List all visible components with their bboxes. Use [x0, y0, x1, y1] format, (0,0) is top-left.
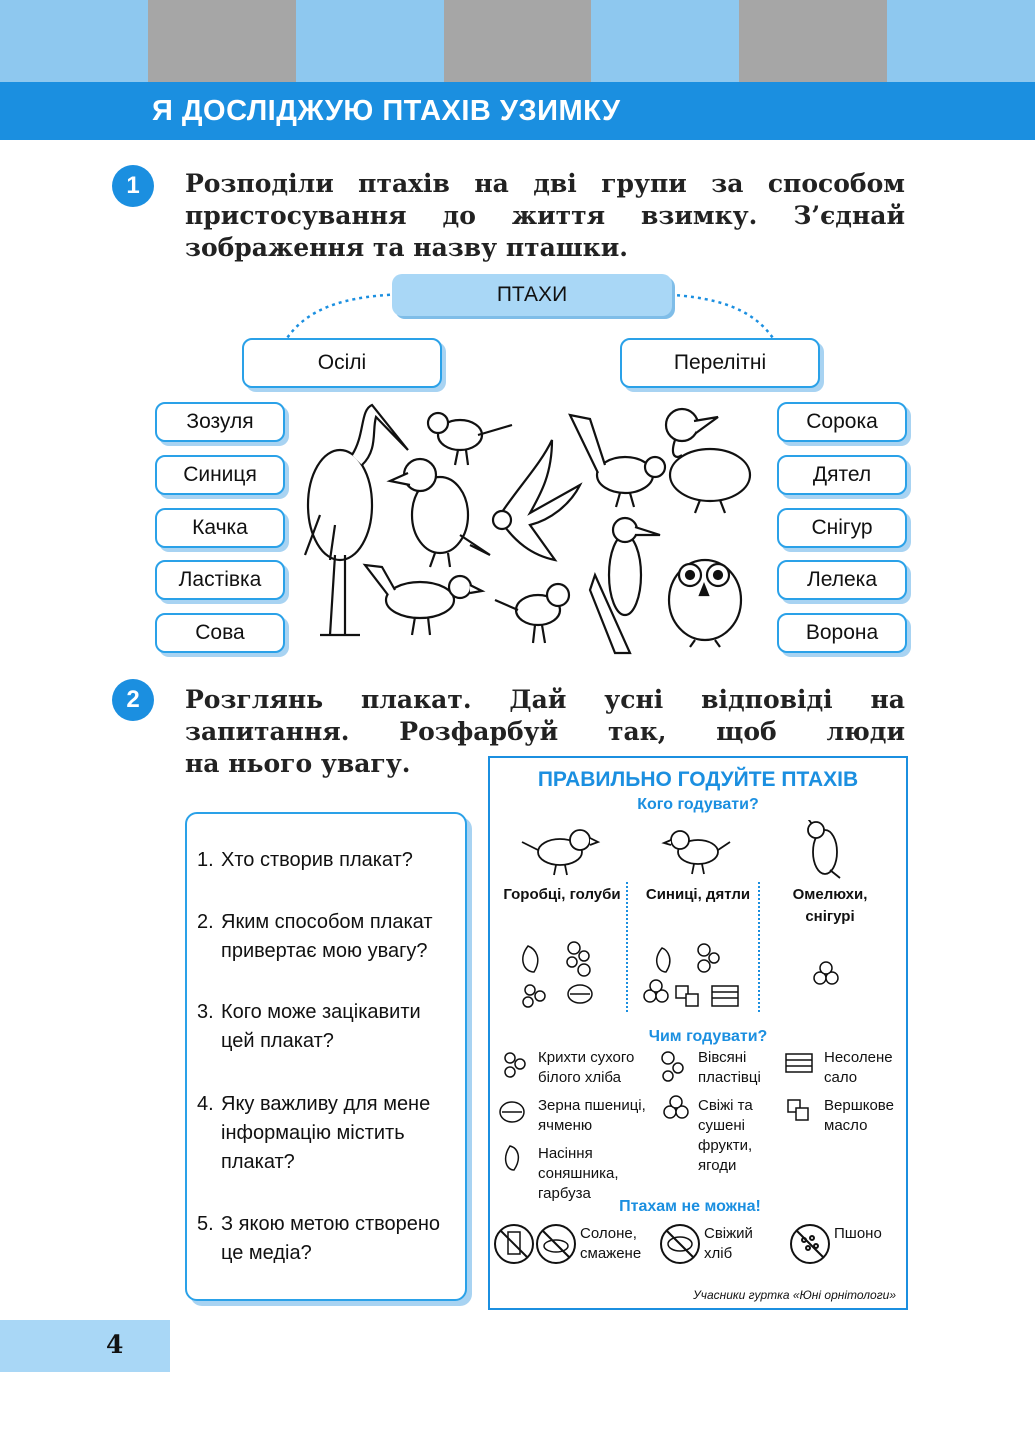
poster-bird-icons: [490, 820, 906, 880]
bird-name-left[interactable]: Ластівка: [155, 560, 285, 600]
poster: [488, 756, 908, 1310]
bird-illustrations: [290, 395, 770, 655]
forbidden-item: Пшоно: [834, 1225, 882, 1242]
stripe: [591, 0, 739, 82]
forbidden-item: Солоне, смажене: [580, 1225, 642, 1262]
stripe: [0, 0, 148, 82]
stripe: [887, 0, 1035, 82]
page-number: 4: [106, 1330, 124, 1359]
no-fresh-bread-icon: [661, 1225, 699, 1263]
group-migratory[interactable]: Перелітні: [620, 338, 820, 388]
task2-text-content: Розглянь плакат. Дай усні відповіді на запитання. Розфарбуй так, щоб люди: [185, 685, 905, 746]
question-number: 1.: [197, 849, 214, 871]
crumbs-icon: [523, 985, 545, 1007]
bird-name-right[interactable]: Лелека: [777, 560, 907, 600]
no-salt-icon: [495, 1225, 533, 1263]
owl-illustration: [669, 560, 741, 647]
food-item: Вівсяні пластівці: [698, 1049, 761, 1086]
poster-credit: Учасники гуртка «Юні орнітологи»: [693, 1288, 896, 1302]
butter-icon: [676, 986, 698, 1006]
poster-bird-group: Омелюхи, снігурі: [792, 886, 868, 925]
titmouse-icon: [664, 831, 730, 874]
duck-illustration: [666, 409, 750, 513]
title-bar: [0, 82, 1035, 140]
question-text: Кого може зацікавити цей плакат?: [221, 1001, 421, 1052]
question-item: [197, 846, 459, 875]
butter-icon: [788, 1100, 808, 1120]
task1-number: 1: [112, 165, 154, 207]
poster-forbidden-heading: Птахам не можна!: [619, 1198, 761, 1215]
question-item: [197, 908, 459, 966]
poster-bird-group: Горобці, голуби: [503, 886, 621, 903]
question-item: [197, 1210, 459, 1268]
food-item: Насіння соняшника, гарбуза: [538, 1145, 619, 1202]
bird-name-left[interactable]: Зозуля: [155, 402, 285, 442]
question-text: Яку важливу для мене інформацію містить плакат?: [221, 1093, 431, 1173]
bird-name-left[interactable]: Синиця: [155, 455, 285, 495]
question-number: 3.: [197, 1001, 214, 1023]
stripe: [739, 0, 887, 82]
question-text: Яким способом плакат привертає мою увагу?: [221, 911, 433, 962]
crow-illustration: [390, 459, 490, 567]
no-fried-icon: [537, 1225, 575, 1263]
seeds-icon: [523, 946, 538, 972]
waxwing-icon: [806, 820, 840, 878]
food-item: Несолене сало: [824, 1049, 893, 1086]
seeds-icon: [506, 1146, 519, 1170]
bird-name-right[interactable]: Дятел: [777, 455, 907, 495]
question-number: 2.: [197, 911, 214, 933]
woodpecker-illustration: [590, 518, 660, 653]
task2-number: 2: [112, 679, 154, 721]
cuckoo-illustration: [365, 565, 482, 635]
swallow-illustration: [493, 440, 580, 560]
crumbs-icon: [505, 1053, 525, 1077]
lard-icon: [712, 986, 738, 1006]
sparrow-icon: [522, 830, 598, 875]
question-text: З якою метою створено це медіа?: [221, 1213, 441, 1264]
stripe: [444, 0, 592, 82]
poster-title: ПРАВИЛЬНО ГОДУЙТЕ ПТАХІВ: [537, 768, 859, 791]
bird-name-left[interactable]: Качка: [155, 508, 285, 548]
page-title: Я ДОСЛІДЖУЮ ПТАХІВ УЗИМКУ: [152, 95, 621, 127]
bullfinch-illustration: [495, 584, 569, 643]
root-label: ПТАХИ: [392, 274, 672, 316]
group-settled[interactable]: Осілі: [242, 338, 442, 388]
task2-text-tail: на нього увагу.: [185, 749, 411, 778]
food-item: Крихти сухого білого хліба: [538, 1049, 635, 1086]
questions-box: [185, 812, 467, 1301]
stripe: [296, 0, 444, 82]
question-number: 5.: [197, 1213, 214, 1235]
bird-name-right[interactable]: Снігур: [777, 508, 907, 548]
task2-text: [185, 684, 905, 748]
food-list-icons: [490, 1046, 906, 1176]
bird-name-right[interactable]: Ворона: [777, 613, 907, 653]
berries-icon: [644, 980, 668, 1002]
flakes-icon: [698, 944, 719, 972]
food-item: Вершкове масло: [824, 1097, 894, 1134]
food-item: Зерна пшениці, ячменю: [538, 1097, 646, 1134]
question-number: 4.: [197, 1093, 214, 1115]
magpie-illustration: [570, 415, 665, 507]
poster-who-heading: Кого годувати?: [637, 796, 759, 813]
flakes-icon: [662, 1052, 683, 1081]
berries-icon: [814, 962, 838, 984]
question-item: [197, 998, 459, 1056]
top-stripes: [0, 0, 1035, 82]
titmouse-illustration: [428, 413, 512, 465]
poster-food-icons: [490, 934, 906, 1014]
lard-icon: [786, 1054, 812, 1072]
bird-name-left[interactable]: Сова: [155, 613, 285, 653]
question-item: [197, 1090, 459, 1177]
bird-name-right[interactable]: Сорока: [777, 402, 907, 442]
task1-text: Розподіли птахів на дві групи за способом пристосування до життя взимку. З’єднай зображення та назву пташки.: [185, 169, 905, 262]
grain-icon: [568, 985, 592, 1003]
question-text: Хто створив плакат?: [221, 849, 413, 871]
berries-icon: [664, 1096, 688, 1118]
poster-what-heading: Чим годувати?: [648, 1028, 768, 1045]
stripe: [148, 0, 296, 82]
crumbs-icon: [567, 942, 590, 976]
poster-bird-group: Синиці, дятли: [645, 886, 751, 903]
seeds-icon: [657, 948, 670, 972]
grain-icon: [500, 1102, 524, 1122]
food-item: Свіжі та сушені фрукти, ягоди: [698, 1097, 753, 1174]
forbidden-item: Свіжий хліб: [704, 1225, 753, 1262]
no-millet-icon: [791, 1225, 829, 1263]
page-number-bar: [0, 1320, 170, 1372]
